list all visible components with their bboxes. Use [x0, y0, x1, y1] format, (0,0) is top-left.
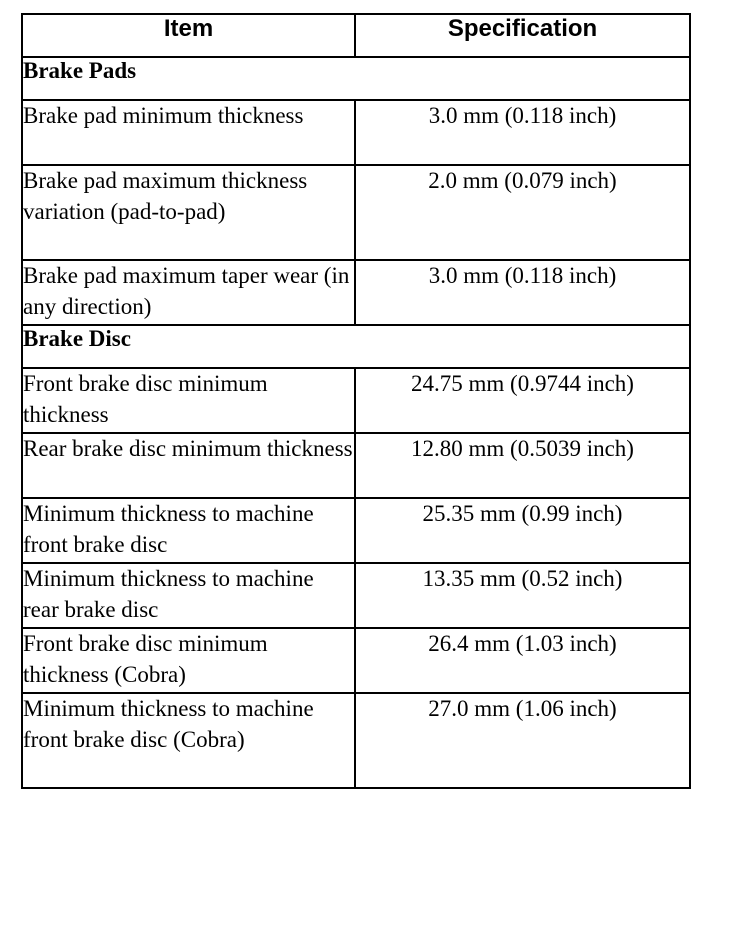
item-cell: Brake pad minimum thickness: [22, 100, 355, 165]
section-row-brake-disc: [22, 325, 690, 368]
table-row: [22, 628, 690, 693]
table-row: [22, 498, 690, 563]
table-row: [22, 563, 690, 628]
item-cell: Brake pad maximum taper wear (in any direction): [22, 260, 355, 325]
table-header-row: [22, 14, 690, 57]
section-row-brake-pads: [22, 57, 690, 100]
item-cell: Minimum thickness to machine front brake disc: [22, 498, 355, 563]
section-title: Brake Disc: [22, 325, 690, 368]
table-row: [22, 100, 690, 165]
item-cell: Front brake disc minimum thickness: [22, 368, 355, 433]
spec-cell: 3.0 mm (0.118 inch): [355, 260, 690, 325]
table-row: [22, 693, 690, 788]
spec-cell: 25.35 mm (0.99 inch): [355, 498, 690, 563]
spec-cell: 12.80 mm (0.5039 inch): [355, 433, 690, 498]
section-title: Brake Pads: [22, 57, 690, 100]
table-row: [22, 433, 690, 498]
spec-cell: 24.75 mm (0.9744 inch): [355, 368, 690, 433]
spec-cell: 2.0 mm (0.079 inch): [355, 165, 690, 260]
column-header-specification: Specification: [355, 14, 690, 57]
table-row: [22, 165, 690, 260]
item-cell: Front brake disc minimum thickness (Cobra): [22, 628, 355, 693]
column-header-item: Item: [22, 14, 355, 57]
item-cell: Brake pad maximum thickness variation (pad-to-pad): [22, 165, 355, 260]
specification-table: [21, 13, 691, 789]
spec-cell: 27.0 mm (1.06 inch): [355, 693, 690, 788]
spec-cell: 3.0 mm (0.118 inch): [355, 100, 690, 165]
spec-cell: 26.4 mm (1.03 inch): [355, 628, 690, 693]
table-row: [22, 368, 690, 433]
spec-cell: 13.35 mm (0.52 inch): [355, 563, 690, 628]
item-cell: Minimum thickness to machine rear brake disc: [22, 563, 355, 628]
table-row: [22, 260, 690, 325]
item-cell: Minimum thickness to machine front brake disc (Cobra): [22, 693, 355, 788]
item-cell: Rear brake disc minimum thickness: [22, 433, 355, 498]
